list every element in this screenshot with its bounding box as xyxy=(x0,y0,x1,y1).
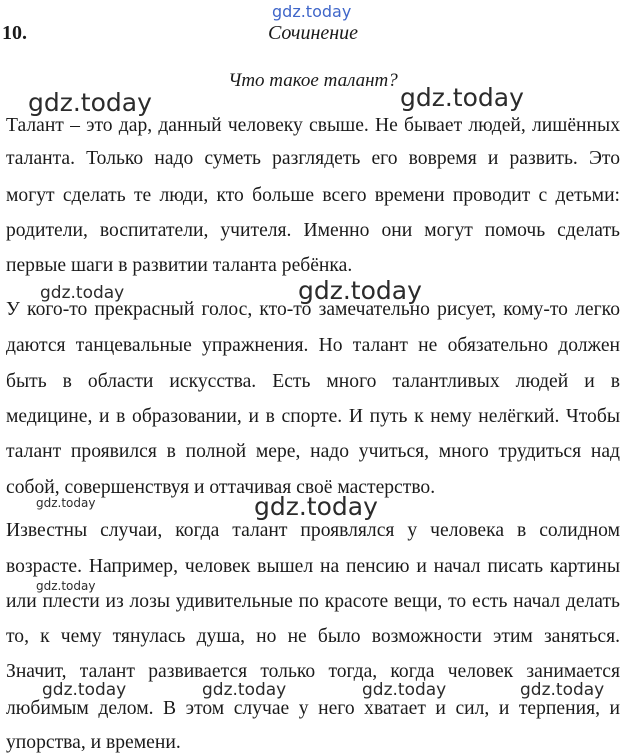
watermark: gdz.today xyxy=(202,680,287,700)
paragraph-1-line: первые шаги в развитии таланта ребёнка. xyxy=(6,255,353,276)
paragraph-2-line: быть в области искусства. Есть много талантливых людей и в xyxy=(6,371,620,392)
exercise-number: 10. xyxy=(2,22,27,44)
paragraph-2-line: даются танцевальные упражнения. Но талант не обязательно должен xyxy=(6,335,620,356)
paragraph-3-line: любимым делом. В этом случае у него хватает и сил, и терпения, и xyxy=(6,698,620,719)
watermark: gdz.today xyxy=(42,680,127,700)
paragraph-1-line: таланта. Только надо суметь разглядеть его вовремя и развить. Это xyxy=(6,148,620,169)
paragraph-2-line: У кого-то прекрасный голос, кто-то замечательно рисует, кому-то легко xyxy=(6,299,620,320)
watermark: gdz.today xyxy=(400,83,524,112)
essay-title: Что такое талант? xyxy=(228,70,398,91)
paragraph-3-line: возрасте. Например, человек вышел на пенсию и начал писать картины xyxy=(6,556,620,577)
watermark: gdz.today xyxy=(40,283,125,303)
paragraph-2-line: медицине, и в образовании, и в спорте. И путь к нему нелёгкий. Чтобы xyxy=(6,406,620,427)
watermark: gdz.today xyxy=(36,496,96,510)
paragraph-1-line: родители, воспитатели, учителя. Именно они могут помочь сделать xyxy=(6,220,620,241)
page-title: Сочинение xyxy=(267,22,359,44)
paragraph-3-line: Известны случаи, когда талант проявлялся у человека в солидном xyxy=(6,520,620,541)
watermark: gdz.today xyxy=(298,276,422,305)
paragraph-2-line: собой, совершенствуя и оттачивая своё мастерство. xyxy=(6,477,436,498)
watermark: gdz.today xyxy=(520,680,605,700)
watermark: gdz.today xyxy=(36,579,96,593)
paragraph-3-line: или плести из лозы удивительные по красоте вещи, то есть начал делать xyxy=(6,591,620,612)
watermark: gdz.today xyxy=(28,88,152,117)
paragraph-3-line: то, к чему тянулась душа, но не было возможности этим заняться. xyxy=(6,626,620,647)
paragraph-3-line: Значит, талант развивается только тогда, когда человек занимается xyxy=(6,661,620,682)
watermark: gdz.today xyxy=(362,680,447,700)
paragraph-2-line: талант проявился в полной мере, надо учиться, много трудиться над xyxy=(6,441,620,462)
watermark-top: gdz.today xyxy=(272,2,352,21)
paragraph-1-line: Талант – это дар, данный человеку свыше. Не бывает людей, лишённых xyxy=(6,115,620,136)
paragraph-3-line: упорства, и времени. xyxy=(6,732,181,753)
watermark: gdz.today xyxy=(254,492,378,521)
paragraph-1-line: могут сделать те люди, кто больше всего времени проводит с детьми: xyxy=(6,185,620,206)
